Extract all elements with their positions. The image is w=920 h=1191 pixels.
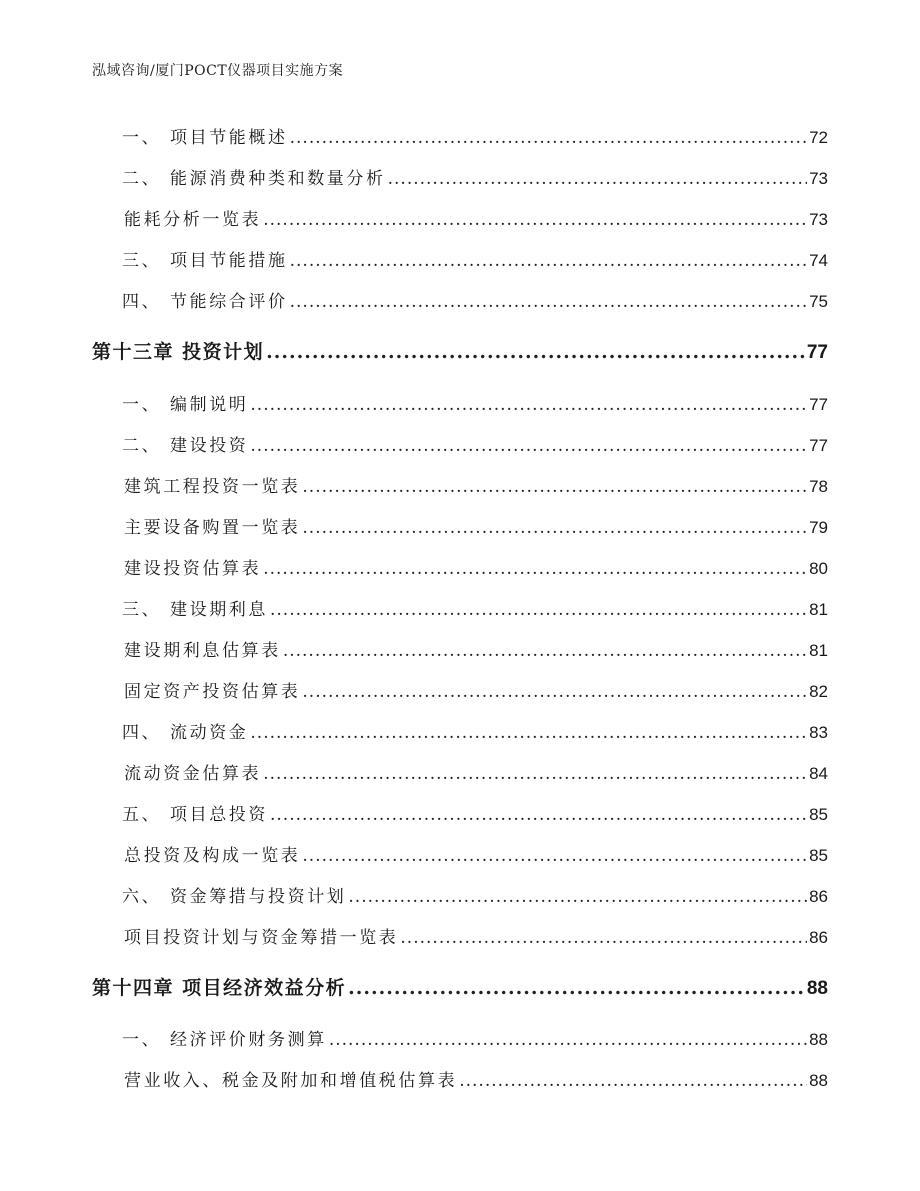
toc-entry[interactable] [0,246,920,271]
dot-leader [329,1030,807,1050]
toc-entry[interactable] [0,1025,920,1050]
toc-page-number: 72 [809,128,828,147]
toc-entry-title: 建筑工程投资一览表 [124,477,301,497]
dot-leader [302,518,807,538]
toc-entry-title: 总投资及构成一览表 [124,846,301,866]
dot-leader [388,169,807,189]
toc-entry-title: 固定资产投资估算表 [124,682,301,702]
toc-entry[interactable] [0,759,920,784]
toc-page-number: 81 [809,641,828,660]
toc-entry-title: 一、 编制说明 [122,395,249,415]
toc-page-number: 77 [809,436,828,455]
toc-page-number: 74 [809,251,828,270]
dot-leader [302,846,807,866]
toc-entry-title: 四、 流动资金 [122,723,249,743]
toc-entry[interactable] [0,841,920,866]
page-header: 泓域咨询/厦门POCT仪器项目实施方案 [92,63,344,79]
toc-chapter-title: 第十三章 投资计划 [92,341,265,363]
toc-entry-title: 主要设备购置一览表 [124,518,301,538]
toc-entry[interactable] [0,1066,920,1091]
toc-page-number: 88 [809,1071,828,1090]
dot-leader [400,928,807,948]
toc-entry-title: 能耗分析一览表 [124,210,262,230]
toc-page-number: 73 [809,210,828,229]
toc-page-number: 77 [806,342,828,363]
toc-entry-title: 一、 经济评价财务测算 [122,1030,327,1050]
toc-entry[interactable] [0,677,920,702]
toc-entry[interactable] [0,205,920,230]
dot-leader [250,723,807,743]
toc-entry-title: 三、 项目节能措施 [122,251,288,271]
toc-entry[interactable] [0,164,920,189]
toc-entry-title: 一、 项目节能概述 [122,128,288,148]
toc-page-number: 73 [809,169,828,188]
toc-page-number: 78 [809,477,828,496]
toc-page-number: 86 [809,928,828,947]
toc-chapter-title: 第十四章 项目经济效益分析 [92,977,347,999]
toc-entry[interactable] [0,636,920,661]
dot-leader [348,977,805,999]
toc-page-number: 84 [809,764,828,783]
dot-leader [302,477,807,497]
toc-entry-title: 营业收入、税金及附加和增值税估算表 [124,1071,458,1091]
toc-page-number: 83 [809,723,828,742]
toc-entry-title: 二、 建设投资 [122,436,249,456]
toc-entry-title: 二、 能源消费种类和数量分析 [122,169,386,189]
toc-entry[interactable] [0,287,920,312]
toc-page-number: 81 [809,600,828,619]
toc-entry[interactable] [0,882,920,907]
dot-leader [290,251,807,271]
dot-leader [290,128,807,148]
toc-entry[interactable] [0,923,920,948]
dot-leader [266,341,805,363]
toc-entry[interactable] [0,390,920,415]
toc-entry[interactable] [0,123,920,148]
toc-page-number: 85 [809,846,828,865]
dot-leader [263,764,807,784]
toc-page-number: 82 [809,682,828,701]
toc-page-number: 86 [809,887,828,906]
dot-leader [459,1071,807,1091]
toc-chapter[interactable] [0,337,920,364]
toc-entry[interactable] [0,472,920,497]
dot-leader [290,292,807,312]
dot-leader [302,682,807,702]
toc-page-number: 77 [809,395,828,414]
toc-entry-title: 建设投资估算表 [124,559,262,579]
toc-entry-title: 四、 节能综合评价 [122,292,288,312]
toc-entry-title: 三、 建设期利息 [122,600,268,620]
toc-page-number: 85 [809,805,828,824]
toc-entry-title: 建设期利息估算表 [124,641,281,661]
toc-entry[interactable] [0,554,920,579]
dot-leader [250,395,807,415]
toc-page-number: 88 [806,978,828,999]
dot-leader [263,559,807,579]
dot-leader [283,641,807,661]
toc-entry[interactable] [0,513,920,538]
toc-entry-title: 项目投资计划与资金筹措一览表 [124,928,399,948]
toc-page-number: 79 [809,518,828,537]
dot-leader [270,805,807,825]
toc-page-number: 88 [809,1030,828,1049]
toc-entry-title: 五、 项目总投资 [122,805,268,825]
toc-entry[interactable] [0,595,920,620]
toc-entry[interactable] [0,718,920,743]
toc-entry-title: 六、 资金筹措与投资计划 [122,887,347,907]
toc-entry[interactable] [0,800,920,825]
dot-leader [270,600,807,620]
toc-page-number: 80 [809,559,828,578]
toc-page-number: 75 [809,292,828,311]
toc-entry-title: 流动资金估算表 [124,764,262,784]
dot-leader [250,436,807,456]
dot-leader [348,887,807,907]
dot-leader [263,210,807,230]
toc-chapter[interactable] [0,973,920,1000]
toc-entry[interactable] [0,431,920,456]
